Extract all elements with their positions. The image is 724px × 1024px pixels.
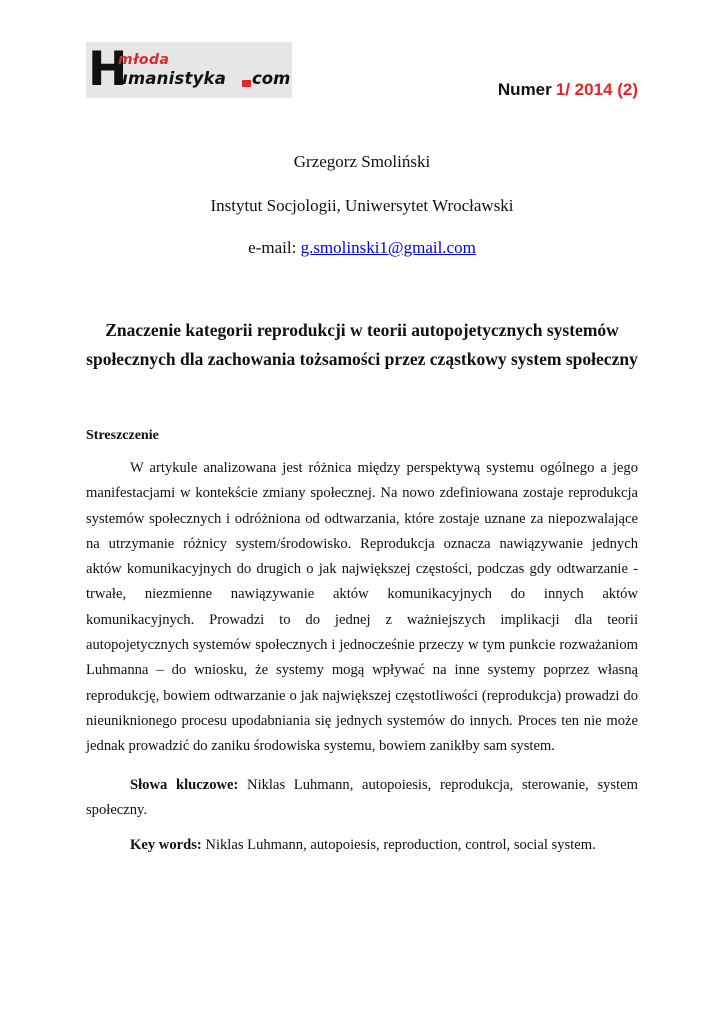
logo-com-text: com (252, 69, 291, 88)
author-institution: Instytut Socjologii, Uniwersytet Wrocławski (210, 196, 514, 215)
keywords-en-label: Key words: (130, 837, 202, 853)
keywords-pl-text: Niklas Luhmann, autopoiesis, reprodukcja, sterowanie, system społeczny. (86, 777, 638, 819)
abstract-text: W artykule analizowana jest różnica między perspektywą systemu ogólnego a jego manifestacjami w kontekście zmiany społecznej. Na nowo zdefiniowana zostaje reprodukcja systemów społecznych i odróżniona od odtwarzania, które zostaje uznane za niepozwalające na utrzymanie różnicy system/środowisko. Reprodukcja oznacza nawiązywanie jednych aktów komunikacyjnych do drugich o jak największej częstości, podczas gdy odtwarzanie - trwałe, niezmienne nawiązywanie aktów komunikacyjnych do innych aktów komunikacyjnych. Prowadzi to do jednej z ważniejszych implikacji dla teorii autopojetycznych systemów społecznych i jednocześnie przeczy w tym punkcie rozważaniom Luhmanna – do wniosku, że systemy mogą wpływać na inne systemy poprzez własną reprodukcję, bowiem odtwarzanie o jak największej częstotliwości (reprodukcja) prowadzi do nieuniknionego procesu upodabniania się jednych systemów do innych. Proces ten nie może jednak prowadzić do zaniku środowiska systemu, bowiem zanikłby sam system. (86, 460, 638, 755)
email-link[interactable]: g.smolinski1@gmail.com (300, 238, 476, 257)
article-title: Znaczenie kategorii reprodukcji w teorii autopojetycznych systemów społecznych dla zachowania tożsamości przez cząstkowy system społeczny (86, 320, 638, 369)
logo-top-text: młoda (118, 52, 170, 68)
issue-value: 1/ 2014 (2) (555, 80, 638, 99)
logo-bottom-text: umanistyka (116, 69, 227, 88)
issue-number (498, 80, 638, 100)
logo-dot (242, 80, 251, 87)
author-name: Grzegorz Smoliński (293, 152, 431, 171)
keywords-en-text: Niklas Luhmann, autopoiesis, reproduction, control, social system. (205, 837, 596, 853)
keywords-pl-label: Słowa kluczowe: (130, 777, 239, 793)
abstract-heading: Streszczenie (86, 428, 159, 443)
author-email (86, 238, 638, 258)
logo-letter: H (88, 42, 127, 97)
email-label: e-mail: (248, 238, 297, 257)
keywords-pl (86, 773, 638, 824)
keywords-en (86, 833, 638, 858)
journal-logo (86, 42, 292, 98)
issue-label: Numer (497, 80, 552, 99)
